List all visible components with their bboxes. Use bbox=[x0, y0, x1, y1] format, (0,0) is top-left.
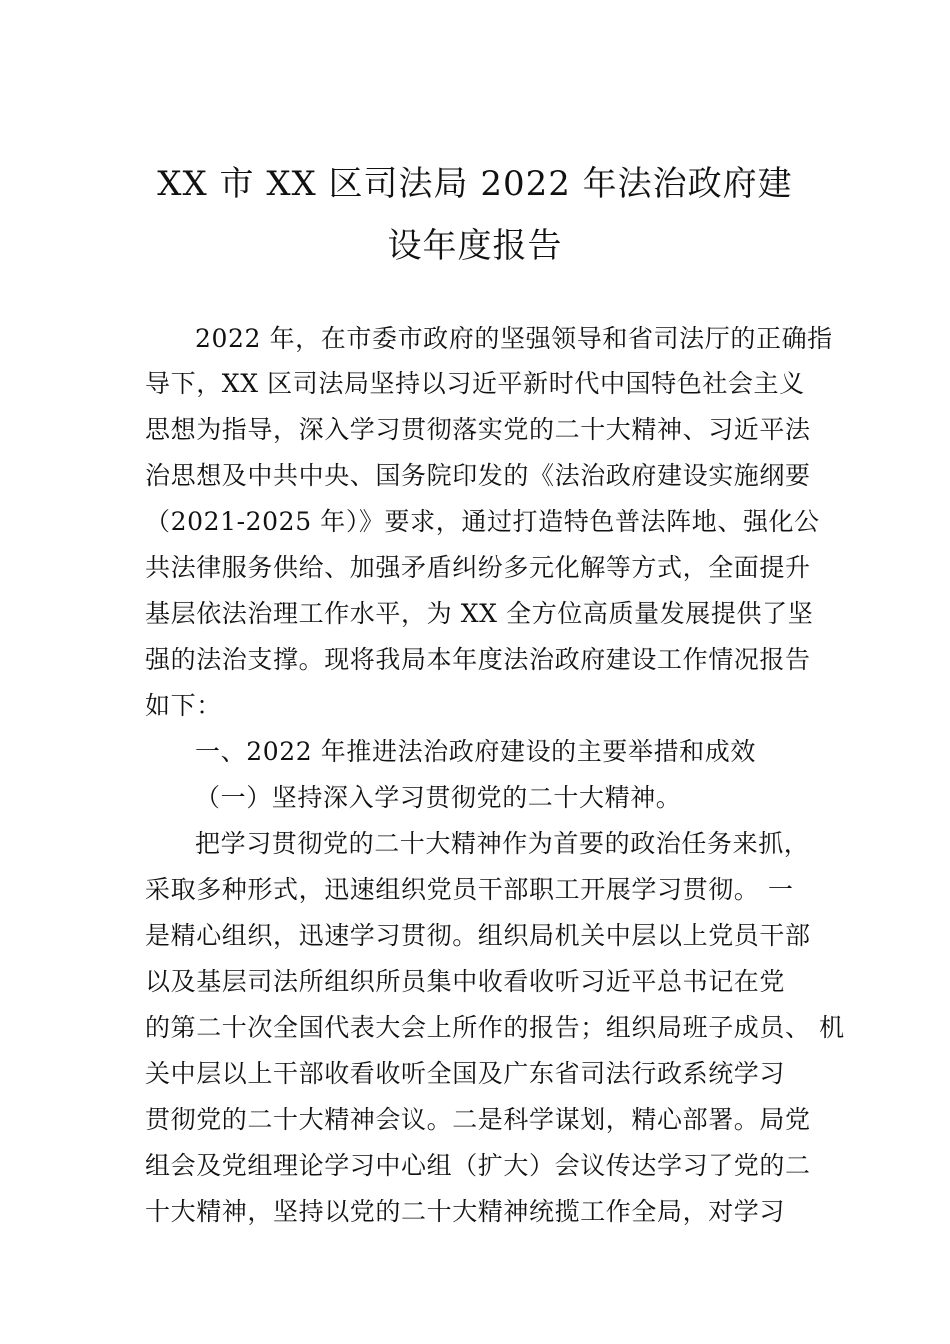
document-title-line-1: XX 市 XX 区司法局 2022 年法治政府建 bbox=[157, 164, 793, 204]
paragraph-line: 关中层以上干部收看收听全国及广东省司法行政系统学习 bbox=[145, 1059, 786, 1088]
paragraph-line: 治思想及中共中央、国务院印发的《法治政府建设实施纲要 bbox=[145, 461, 811, 490]
paragraph-line: 组会及党组理论学习中心组（扩大）会议传达学习了党的二 bbox=[145, 1151, 811, 1180]
paragraph-line: 强的法治支撑。现将我局本年度法治政府建设工作情况报告 bbox=[145, 645, 811, 674]
paragraph-line: 把学习贯彻党的二十大精神作为首要的政治任务来抓， bbox=[195, 829, 810, 858]
paragraph-line: 十大精神，坚持以党的二十大精神统揽工作全局，对学习 bbox=[145, 1197, 786, 1226]
paragraph-line: 的第二十次全国代表大会上所作的报告；组织局班子成员、 机 bbox=[145, 1013, 845, 1042]
paragraph-line: 是精心组织，迅速学习贯彻。组织局机关中层以上党员干部 bbox=[145, 921, 811, 950]
paragraph-line: 贯彻党的二十大精神会议。二是科学谋划，精心部署。局党 bbox=[145, 1105, 811, 1134]
paragraph-line: 导下，XX 区司法局坚持以习近平新时代中国特色社会主义 bbox=[145, 369, 805, 398]
subsection-heading: （一）坚持深入学习贯彻党的二十大精神。 bbox=[195, 783, 682, 812]
document-title-line-2: 设年度报告 bbox=[387, 226, 563, 266]
paragraph-line: 共法律服务供给、加强矛盾纠纷多元化解等方式，全面提升 bbox=[145, 553, 811, 582]
paragraph-line: 采取多种形式，迅速组织党员干部职工开展学习贯彻。 一 bbox=[145, 875, 794, 904]
paragraph-line: 基层依法治理工作水平，为 XX 全方位高质量发展提供了坚 bbox=[145, 599, 814, 628]
section-heading: 一、2022 年推进法治政府建设的主要举措和成效 bbox=[195, 737, 756, 766]
paragraph-line: 2022 年，在市委市政府的坚强领导和省司法厅的正确指 bbox=[195, 324, 833, 353]
paragraph-line: （2021-2025 年）》要求，通过打造特色普法阵地、强化公 bbox=[145, 507, 820, 536]
paragraph-line: 思想为指导，深入学习贯彻落实党的二十大精神、习近平法 bbox=[145, 415, 811, 444]
paragraph-line: 以及基层司法所组织所员集中收看收听习近平总书记在党 bbox=[145, 967, 786, 996]
paragraph-line: 如下： bbox=[145, 691, 222, 720]
